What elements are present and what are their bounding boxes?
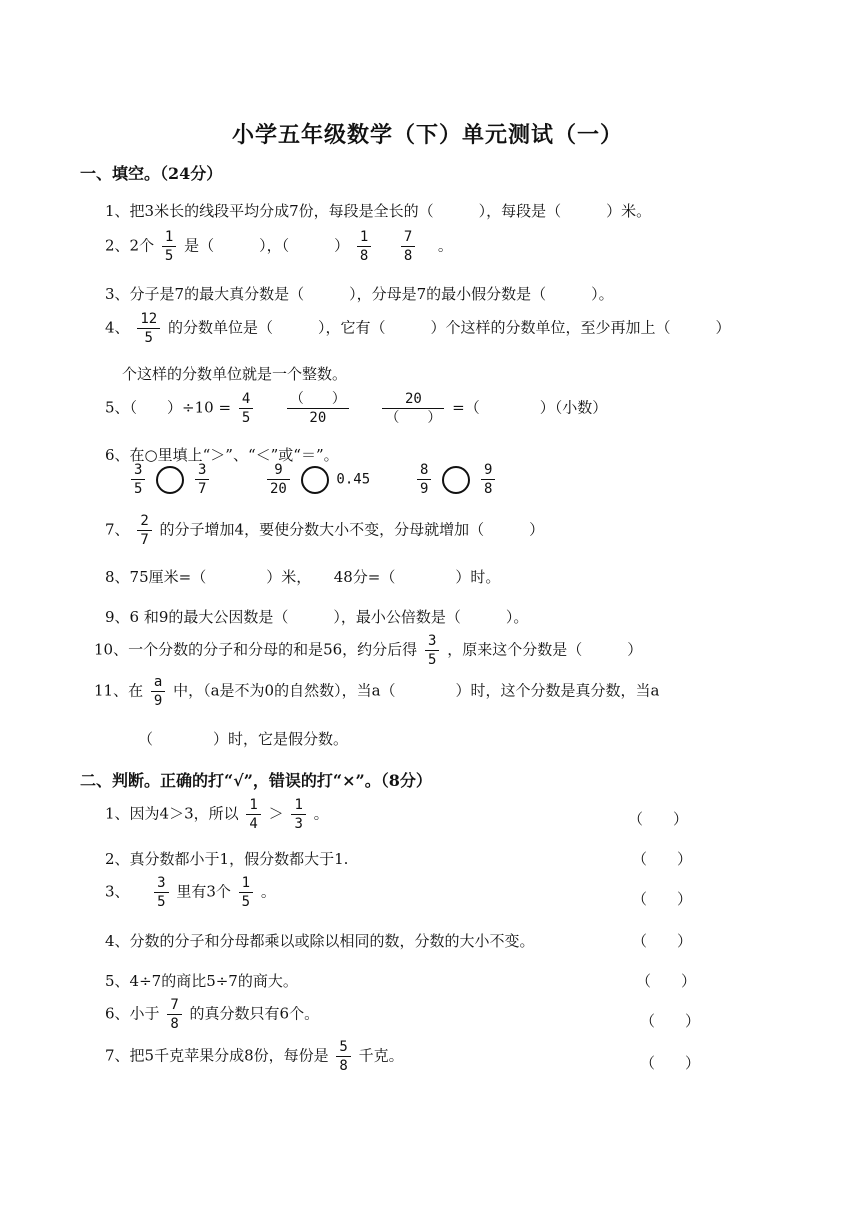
- question-6: 6、在○里填上“＞”、“＜”或“＝”。: [105, 446, 339, 464]
- judge-2-answer-blank[interactable]: （ ）: [632, 850, 693, 868]
- question-4-line-2: 个这样的分数单位就是一个整数。: [122, 365, 348, 383]
- judge-1-operator: ＞: [268, 804, 284, 823]
- q2-prefix: 2、2个: [105, 236, 155, 255]
- q2-fraction-3: $\frac{7}{8}$: [401, 230, 415, 263]
- q4-prefix: 4、: [105, 318, 130, 337]
- question-3: 3、分子是7的最大真分数是（ ），分母是7的最小假分数是（ ）。: [105, 285, 614, 303]
- comparison-2-right: 0.45: [336, 471, 371, 488]
- judge-item-2: 2、真分数都小于1，假分数都大于1.: [105, 850, 349, 868]
- judge-6-answer-blank[interactable]: （ ）: [640, 1012, 701, 1030]
- compare-circle-3[interactable]: [442, 466, 470, 494]
- section-1-heading: 一、填空。（24分）: [80, 164, 223, 183]
- judge-3-answer-blank[interactable]: （ ）: [632, 890, 693, 908]
- question-11: [94, 675, 659, 708]
- question-10: [94, 634, 642, 667]
- comparison-2-left: $\frac{9}{20}$: [267, 463, 290, 496]
- question-11-line-2: （ ）时，它是假分数。: [138, 730, 349, 748]
- compare-circle-2[interactable]: [301, 466, 329, 494]
- judge-7-fraction: $\frac{5}{8}$: [336, 1040, 350, 1073]
- question-7: [105, 514, 544, 547]
- q10-fraction: $\frac{3}{5}$: [425, 634, 439, 667]
- q5-fraction-1: $\frac{4}{5}$: [239, 392, 253, 425]
- judge-3-prefix: 3、: [105, 882, 130, 901]
- q10-rest: ，原来这个分数是（ ）: [447, 640, 643, 659]
- page-title: 小学五年级数学（下）单元测试（一）: [232, 122, 624, 148]
- q2-fraction-2: $\frac{1}{8}$: [357, 230, 371, 263]
- compare-circle-1[interactable]: [156, 466, 184, 494]
- judge-3-fraction-b: $\frac{1}{5}$: [239, 876, 253, 909]
- judge-1-fraction-a: $\frac{1}{4}$: [246, 798, 260, 831]
- q11-prefix: 11、在: [94, 681, 144, 700]
- judge-6-end: 的真分数只有6个。: [189, 1004, 320, 1023]
- judge-6-prefix: 6、小于: [105, 1004, 160, 1023]
- question-2: [105, 230, 453, 263]
- judge-7-answer-blank[interactable]: （ ）: [640, 1054, 701, 1072]
- judge-1-answer-blank[interactable]: （ ）: [628, 810, 689, 828]
- judge-3-text: 里有3个: [176, 882, 231, 901]
- judge-1-end: 。: [313, 804, 329, 823]
- comparison-2: [264, 463, 370, 496]
- judge-item-1: [105, 798, 329, 831]
- q5-end: =（ ）（小数）: [452, 398, 608, 417]
- judge-item-6: [105, 998, 319, 1031]
- q5-fraction-3: $\frac{20}{( )}$: [382, 392, 444, 425]
- judge-3-end: 。: [260, 882, 276, 901]
- judge-4-answer-blank[interactable]: （ ）: [632, 932, 693, 950]
- q7-prefix: 7、: [105, 520, 130, 539]
- question-1: 1、把3米长的线段平均分成7份，每段是全长的（ ），每段是（ ）米。: [105, 202, 652, 220]
- comparison-3-left: $\frac{8}{9}$: [417, 463, 431, 496]
- judge-3-fraction-a: $\frac{3}{5}$: [154, 876, 168, 909]
- q5-fraction-2: $\frac{( )}{20}$: [287, 392, 349, 425]
- q4-rest: 的分数单位是（ ），它有（ ）个这样的分数单位，至少再加上（ ）: [167, 318, 731, 337]
- q4-fraction: $\frac{12}{5}$: [137, 312, 160, 345]
- q10-prefix: 10、一个分数的分子和分母的和是56，约分后得: [94, 640, 418, 659]
- judge-item-5: 5、4÷7的商比5÷7的商大。: [105, 972, 298, 990]
- comparison-3: [414, 463, 498, 496]
- q2-fraction-1: $\frac{1}{5}$: [162, 230, 176, 263]
- judge-7-end: 千克。: [358, 1046, 404, 1065]
- q11-fraction: $\frac{a}{9}$: [151, 675, 165, 708]
- q2-end: 。: [437, 236, 453, 255]
- q5-prefix: 5、（ ）÷10 =: [105, 398, 232, 417]
- section-2-heading: 二、判断。正确的打“√”，错误的打“×”。（8分）: [80, 771, 432, 790]
- comparison-1-left: $\frac{3}{5}$: [131, 463, 145, 496]
- question-9: 9、6 和9的最大公因数是（ ），最小公倍数是（ ）。: [105, 608, 529, 626]
- judge-1-text: 1、因为4＞3，所以: [105, 804, 239, 823]
- q2-mid: 是（ ），（ ）: [184, 236, 350, 255]
- question-4: [105, 312, 730, 345]
- q11-rest: 中，（a是不为0的自然数），当a（ ）时，这个分数是真分数，当a: [173, 681, 660, 700]
- comparison-3-right: $\frac{9}{8}$: [481, 463, 495, 496]
- comparison-1-right: $\frac{3}{7}$: [195, 463, 209, 496]
- judge-item-7: [105, 1040, 404, 1073]
- judge-item-4: 4、分数的分子和分母都乘以或除以相同的数，分数的大小不变。: [105, 932, 535, 950]
- q7-rest: 的分子增加4，要使分数大小不变，分母就增加（ ）: [159, 520, 545, 539]
- question-5: [105, 392, 607, 425]
- judge-6-fraction: $\frac{7}{8}$: [167, 998, 181, 1031]
- judge-7-prefix: 7、把5千克苹果分成8份，每份是: [105, 1046, 329, 1065]
- judge-1-fraction-b: $\frac{1}{3}$: [291, 798, 305, 831]
- judge-5-answer-blank[interactable]: （ ）: [636, 972, 697, 990]
- q7-fraction: $\frac{2}{7}$: [137, 514, 151, 547]
- comparison-1: [128, 463, 212, 496]
- question-8: 8、75厘米=（ ）米， 48分=（ ）时。: [105, 568, 501, 586]
- judge-item-3: [105, 876, 276, 909]
